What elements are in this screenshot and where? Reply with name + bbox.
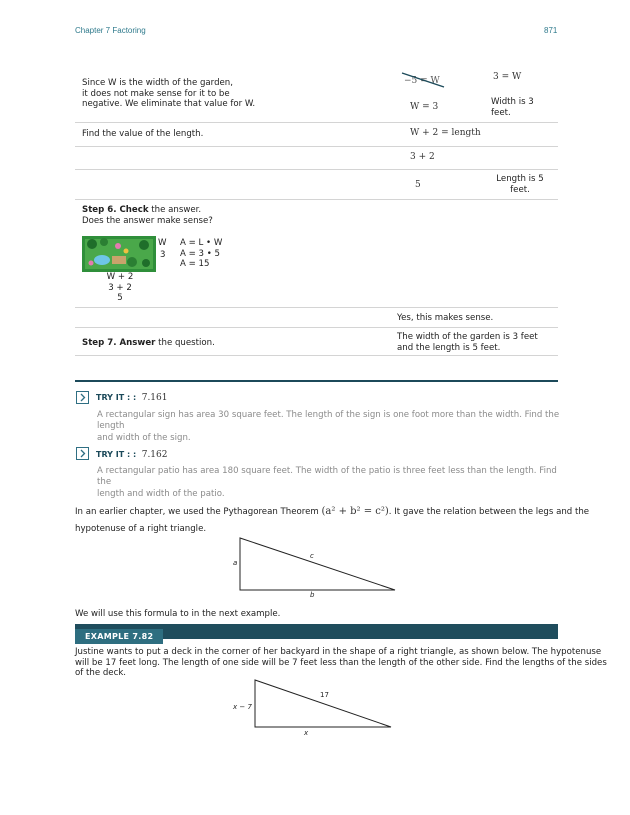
try-it-heading <box>96 393 167 403</box>
hypotenuse-c-label: c <box>310 552 314 560</box>
table-divider <box>75 355 558 356</box>
example-title: EXAMPLE 7.82 <box>75 629 163 644</box>
leg-a-label: a <box>233 559 238 567</box>
length-line: 5 <box>117 293 123 303</box>
garden-width-value: 3 <box>160 250 166 260</box>
length-substitution: 3 + 2 <box>410 152 435 162</box>
try-it-number: 7.162 <box>141 450 168 460</box>
width-result <box>491 97 561 118</box>
garden-image <box>82 236 156 272</box>
side-x-minus-7-label: x − 7 <box>233 703 252 711</box>
problem-line: length and width of the patio. <box>97 489 225 499</box>
step6-rest: the answer. <box>148 205 202 215</box>
pythagorean-intro <box>75 506 590 518</box>
area-line: A = 15 <box>180 259 210 269</box>
crossed-negative-solution <box>404 76 454 86</box>
pythagorean-intro-line2: hypotenuse of a right triangle. <box>75 524 207 534</box>
garden-width-label: W <box>158 238 167 248</box>
chapter-header: Chapter 7 Factoring <box>75 26 146 35</box>
example-problem <box>75 647 607 679</box>
table-divider <box>75 327 558 328</box>
math-w-is-3: W = 3 <box>410 102 439 112</box>
result-line: Length is 5 <box>496 174 544 184</box>
table-divider <box>75 122 558 123</box>
result-line: feet. <box>491 107 511 118</box>
problem-line: A rectangular sign has area 30 square feet. The length of the sign is one foot more than the width. Find the length <box>97 410 560 431</box>
length-line: W + 2 <box>106 272 134 282</box>
sense-answer: Yes, this makes sense. <box>397 313 494 323</box>
problem-line: and width of the sign. <box>97 433 191 443</box>
final-answer <box>397 332 557 353</box>
problem-line: of the deck. <box>75 668 127 678</box>
cross-out-strike <box>400 70 448 92</box>
result-line: feet. <box>510 184 530 195</box>
find-length-text: Find the value of the length. <box>82 129 204 139</box>
intro-text: . It gave the relation between the legs and the <box>388 507 590 517</box>
try-it-heading <box>96 450 167 460</box>
step7-bold: Step 7. Answer <box>82 338 156 348</box>
side-x-label: x <box>304 729 309 737</box>
eliminate-negative-explanation <box>82 78 382 110</box>
pythagorean-formula: (a² + b² = c²) <box>321 506 389 517</box>
crossed-math: −5 = W <box>404 76 440 86</box>
area-line: A = L • W <box>180 238 223 248</box>
step7-rest: the question. <box>155 338 215 348</box>
step6-question: Does the answer make sense? <box>82 215 213 226</box>
table-divider <box>75 199 558 200</box>
table-divider <box>75 307 558 308</box>
answer-line: The width of the garden is 3 feet <box>397 332 538 342</box>
explanation-line: Since W is the width of the garden, <box>82 78 233 88</box>
length-value: 5 <box>415 180 421 190</box>
right-triangle-diagram <box>230 535 405 600</box>
try-it-expand-icon[interactable] <box>76 447 89 460</box>
try-it-number: 7.161 <box>141 393 168 403</box>
intro-text: In an earlier chapter, we used the Pythagorean Theorem <box>75 507 319 517</box>
math-w-equals-3: 3 = W <box>493 72 522 82</box>
try-it-problem <box>97 410 567 444</box>
step6-bold: Step 6. Check <box>82 205 149 215</box>
step6-heading <box>82 205 213 226</box>
length-result <box>488 174 552 195</box>
problem-line: will be 17 feet long. The length of one side will be 7 feet less than the length of the other side. Find the lengths of the sides <box>75 657 607 668</box>
page-number: 871 <box>544 26 558 35</box>
formula-note: We will use this formula to in the next example. <box>75 609 281 619</box>
hypotenuse-17-label: 17 <box>320 691 329 699</box>
try-it-label: TRY IT : : <box>96 393 137 402</box>
length-equation: W + 2 = length <box>410 128 481 138</box>
try-it-problem <box>97 466 567 500</box>
result-line: Width is 3 <box>491 97 534 107</box>
leg-b-label: b <box>310 591 315 599</box>
example-banner <box>75 624 558 639</box>
section-rule <box>75 380 558 382</box>
step7-heading <box>82 338 215 349</box>
garden-length-labels <box>100 272 140 304</box>
explanation-line: it does not make sense for it to be <box>82 88 230 99</box>
explanation-line: negative. We eliminate that value for W. <box>82 99 256 109</box>
answer-line: and the length is 5 feet. <box>397 342 501 353</box>
try-it-expand-icon[interactable] <box>76 391 89 404</box>
area-line: A = 3 • 5 <box>180 248 221 259</box>
area-formula <box>180 238 222 270</box>
problem-line: Justine wants to put a deck in the corner of her backyard in the shape of a right triangle, as shown below. The hypotenuse <box>75 647 602 657</box>
try-it-label: TRY IT : : <box>96 450 137 459</box>
table-divider <box>75 169 558 170</box>
length-line: 3 + 2 <box>108 282 132 293</box>
table-divider <box>75 146 558 147</box>
problem-line: A rectangular patio has area 180 square feet. The width of the patio is three feet less than the length. Find the <box>97 466 557 487</box>
deck-triangle-diagram <box>245 677 400 733</box>
